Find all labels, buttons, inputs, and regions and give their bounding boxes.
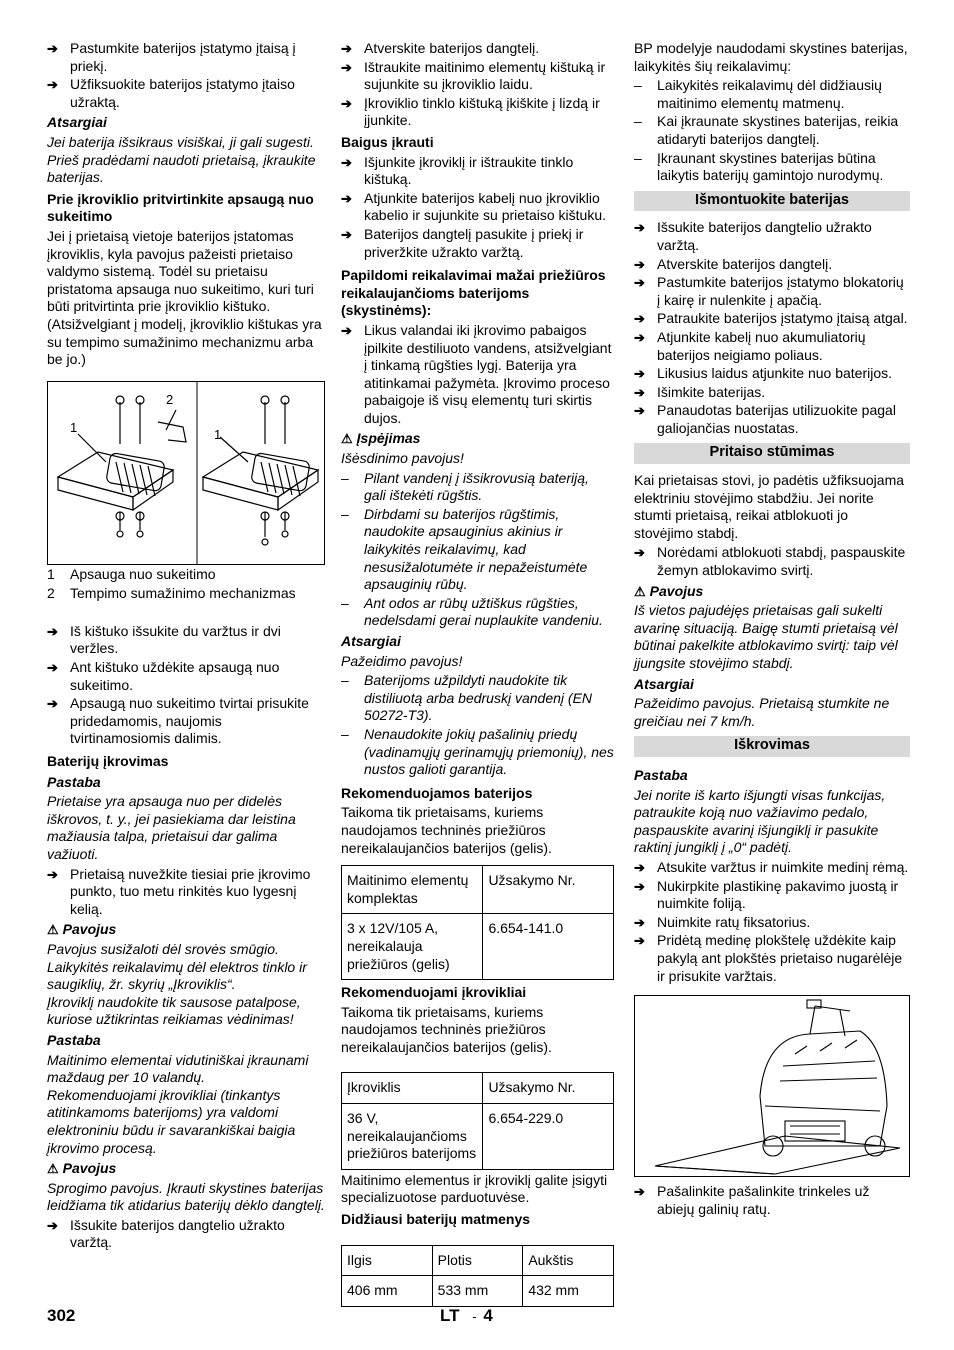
section-heading: Papildomi reikalavimai mažai priežiūros reikalaujančioms baterijoms (skystinėms): [341,267,606,319]
table-cell: Ilgis [342,1245,433,1276]
plug-figure [47,381,325,565]
warning-icon: ⚠ [47,922,59,938]
paragraph: Kai prietaisas stovi, jo padėtis užfiksuojama elektriniu stovėjimo stabdžiu. Jei norite stumti prietaisą, reikai atblokuoti jo stovėjimo stabdį. [634,472,905,541]
table-row [342,914,614,980]
legend-item: 1 Apsauga nuo sukeitimo [47,565,216,582]
step: ➔ Nuimkite ratų fiksatorius. [634,914,910,932]
battery-table [341,865,614,980]
section-heading: Prie įkroviklio pritvirtinkite apsaugą nuo sukeitimo [47,190,314,225]
paragraph: Taikoma tik prietaisams, kuriems naudojamos techninės priežiūros nereikalaujančios baterijos (gelis). [341,804,552,856]
note-heading: Pastaba [47,773,101,790]
table-cell: 3 x 12V/105 A, nereikalauja priežiūros (gelis) [342,914,483,980]
warning-icon: ⚠ [634,583,646,599]
chapter-page: 4 [483,1306,493,1325]
danger-text: Pavojus susižaloti dėl srovės smūgio. Laikykitės reikalavimų dėl elektros tinklo ir saugiklių, žr. skyrių „Įkroviklis“. [47,940,307,993]
step: ➔ Prietaisą nuvežkite tiesiai prie įkrovimo punkto, tuo metu rinkitės kuo lygesnį kelią. [47,866,325,919]
footer-label [440,1307,493,1326]
list-item: – Pilant vandenį į išsikrovusią bateriją, gali ištekėti rūgštis. [341,470,614,505]
machine-figure [634,995,910,1177]
warning-icon: ⚠ [341,431,353,447]
table-cell: 406 mm [342,1276,433,1307]
step: ➔ Pastumkite baterijos įstatymo blokatorių į kairę ir nulenkite į apačią. [634,274,910,309]
page-number: 302 [47,1306,76,1325]
table-row [342,866,614,914]
caution-text: Pažeidimo pavojus! [341,652,463,669]
caution-heading: Atsargiai [634,675,694,692]
table-cell: 6.654-141.0 [483,914,614,980]
section-heading: Baterijų įkrovimas [47,753,169,770]
step: ➔ Baterijos dangtelį pasukite į priekį ir priveržkite užrakto varžtą. [341,226,614,261]
step: ➔ Atverskite baterijos dangtelį. [634,256,910,274]
danger-heading: ⚠ Pavojus [47,1160,117,1177]
step: ➔ Iš kištuko išsukite du varžtus ir dvi veržles. [47,623,325,658]
step: ➔ Ant kištuko uždėkite apsaugą nuo sukeitimo. [47,659,325,694]
step: ➔ Atjunkite kabelį nuo akumuliatorių baterijos neigiamo poliaus. [634,329,910,364]
column-2 [341,40,614,1309]
section-band: Pritaiso stūmimas [634,443,910,464]
table-row [342,1276,614,1307]
step: ➔ Norėdami atblokuoti stabdį, paspauskite žemyn atblokavimo svirtį. [634,544,910,579]
warning-text: Išėsdinimo pavojus! [341,450,464,467]
table-row [342,1245,614,1276]
table-cell: 6.654-229.0 [483,1104,614,1170]
section-heading: Rekomenduojamos baterijos [341,784,533,801]
list-item: – Kai įkraunate skystines baterijas, reikia atidaryti baterijos dangtelį. [634,113,910,148]
step: ➔ Išsukite baterijos dangtelio užrakto varžtą. [47,1217,325,1252]
step: ➔ Išsukite baterijos dangtelio užrakto varžtą. [634,219,910,254]
note-heading: Pastaba [634,766,688,783]
step: ➔ Išimkite baterijas. [634,384,910,402]
paragraph: BP modelyje naudodami skystines baterijas, laikykitės šių reikalavimų: [634,40,908,74]
section-band: Išmontuokite baterijas [634,191,910,212]
danger-heading: ⚠ Pavojus [47,921,117,938]
note-text: Maitinimo elementai vidutiniškai įkraunami maždaug per 10 valandų. [47,1051,309,1086]
section-heading: Baigus įkrauti [341,133,434,150]
step: ➔ Įkroviklio tinklo kištuką įkiškite į lizdą ir įjunkite. [341,95,614,130]
table-cell: Aukštis [523,1245,614,1276]
step: ➔ Atjunkite baterijos kabelį nuo įkroviklio kabelio ir sujunkite su prietaiso kištuku. [341,190,614,225]
language-code: LT [440,1306,460,1325]
caution-heading: Atsargiai [341,633,401,649]
step: ➔ Panaudotas baterijas utilizuokite pagal galiojančias nuostatas. [634,402,910,437]
table-cell: 432 mm [523,1276,614,1307]
machine-drawing [635,996,909,1176]
list-item: – Ant odos ar rūbų užtiškus rūgšties, nedelsdami gerai nuplaukite vandeniu. [341,595,614,630]
table-cell: Užsakymo Nr. [483,1073,614,1104]
step: ➔ Pašalinkite pašalinkite trinkeles už abiejų galinių ratų. [634,1183,910,1218]
section-band: Iškrovimas [634,736,910,757]
footer-separator: - [472,1309,477,1324]
plug-drawing [48,382,325,564]
note-heading: Pastaba [47,1031,101,1048]
paragraph: Taikoma tik prietaisams, kuriems naudojamos techninės priežiūros nereikalaujančios baterijos (gelis). [341,1003,552,1055]
table-row [342,1104,614,1170]
danger-heading: ⚠ Pavojus [634,582,704,599]
legend-item: 2 Tempimo sumažinimo mechanizmas [47,585,296,602]
caution-heading: Atsargiai [47,114,107,131]
list-item: – Dirbdami su baterijos rūgštimis, naudokite apsauginius akinius ir laikykitės reikalavimų, kad nesusižalotumėte ir nepažeistumėte apsauginių rūbų. [341,506,614,594]
table-cell: 533 mm [432,1276,523,1307]
list-item: – Įkraunant skystines baterijas būtina laikytis baterijų gamintojo nurodymų. [634,150,910,185]
table-cell: Plotis [432,1245,523,1276]
step: ➔ Ištraukite maitinimo elementų kištuką ir sujunkite su įkroviklio laidu. [341,59,614,94]
fig-label-1: 1 [70,419,78,435]
paragraph: Jei į prietaisą vietoje baterijos įstatomas įkroviklis, kyla pavojus pažeisti prietaiso valdymo sistemą. Todėl su prietaisu pristatoma apsauga nuo sukeitimo, kuri turi būti pritvirtinta prie įkroviklio kištuko. (Atsižvelgiant į modelį, įkroviklio kištukas yra su tempimo sumažinimo mechanizmu arba be jo.) [47,227,322,368]
step: ➔ Užfiksuokite baterijos įstatymo įtaiso užraktą. [47,76,325,111]
caution-text: Jei baterija išsikraus visiškai, ji gali sugesti. Prieš pradėdami naudoti prietaisą, įkraukite baterijas. [47,133,316,186]
note-text: Rekomenduojami įkrovikliai (tinkantys atitinkamoms baterijoms) yra valdomi elektroniniu būdu ir savarankiškai baigia įkrovimo procesą. [47,1086,296,1156]
caution-text: Pažeidimo pavojus. Prietaisą stumkite ne greičiau nei 7 km/h. [634,695,890,729]
table-row [342,1073,614,1104]
dimensions-table [341,1245,614,1307]
list-item: – Baterijoms užpildyti naudokite tik distiliuotą arba bedruskį vandenį (EN 50272-T3). [341,672,614,725]
step: ➔ Likus valandai iki įkrovimo pabaigos įpilkite destiliuoto vandens, atsižvelgiant į tinkamą rūgšties lygį. Baterija yra atitinkamai pažymėta. Įkrovimo proceso pabaigoje iš visų elementų turi skirtis dujos. [341,322,614,428]
table-cell: Įkroviklis [342,1073,483,1104]
danger-text: Sprogimo pavojus. Įkrauti skystines baterijas leidžiama tik atidarius baterijų dėklo dangtelį. [47,1179,325,1214]
step: ➔ Atsukite varžtus ir nuimkite medinį rėmą. [634,859,910,877]
table-cell: Maitinimo elementų komplektas [342,866,483,914]
list-item: – Laikykitės reikalavimų dėl didžiausių maitinimo elementų matmenų. [634,77,910,112]
danger-text: Iš vietos pajudėjęs prietaisas gali sukelti avarinę situaciją. Baigę stumti prietaisą vėl būtinai pakelkite atblokavimo svirtį: taip vėl įjungsite stovėjimo stabdį. [634,602,898,671]
step: ➔ Patraukite baterijos įstatymo įtaisą atgal. [634,310,910,328]
step: ➔ Išjunkite įkroviklį ir ištraukite tinklo kištuką. [341,154,614,189]
list-item: – Nenaudokite jokių pašalinių priedų (vadinamųjų gerinamųjų priemonių), nes nustos galioti garantija. [341,726,614,779]
table-cell: 36 V, nereikalaujančioms priežiūros baterijoms [342,1104,483,1170]
step: ➔ Likusius laidus atjunkite nuo baterijos. [634,365,910,383]
step: ➔ Nukirpkite plastikinę pakavimo juostą ir nuimkite foliją. [634,878,910,913]
table-cell: Užsakymo Nr. [483,866,614,914]
fig-label-2: 2 [166,391,174,407]
warning-heading: ⚠ Įspėjimas [341,430,421,447]
note-text: Jei norite iš karto išjungti visas funkcijas, patraukite koją nuo važiavimo pedalo, paspauskite avarinį išjungiklį ir pasukite raktinį jungiklį į „0“ padėtį. [634,786,886,856]
step: ➔ Atverskite baterijos dangtelį. [341,40,614,58]
charger-table [341,1072,614,1169]
section-heading: Rekomenduojami įkrovikliai [341,984,527,1001]
column-3 [634,40,910,1219]
step: ➔ Pastumkite baterijos įstatymo įtaisą į priekį. [47,40,325,75]
note-text: Prietaise yra apsauga nuo per didelės iškrovos, t. y., jei pasiekiama dar leistina mažiausia talpa, prietaisui dar galima važiuoti. [47,793,296,862]
column-1 [47,40,325,1253]
section-heading: Didžiausi baterijų matmenys [341,1211,531,1228]
warning-icon: ⚠ [47,1161,59,1177]
step: ➔ Apsaugą nuo sukeitimo tvirtai prisukite pridedamomis, naujomis tvirtinamosiomis dalimis. [47,695,325,748]
danger-text: Įkroviklį naudokite tik sausose patalpose, kuriose užtikrintas reikiamas vėdinimas! [47,993,301,1028]
fig-label-1b: 1 [214,426,222,442]
paragraph: Maitinimo elementus ir įkroviklį galite įsigyti specializuotose parduotuvėse. [341,1171,608,1206]
step: ➔ Pridėtą medinę plokštelę uždėkite kaip pakylą ant plokštės prietaiso nugarėlėje ir prisukite varžtais. [634,932,910,985]
